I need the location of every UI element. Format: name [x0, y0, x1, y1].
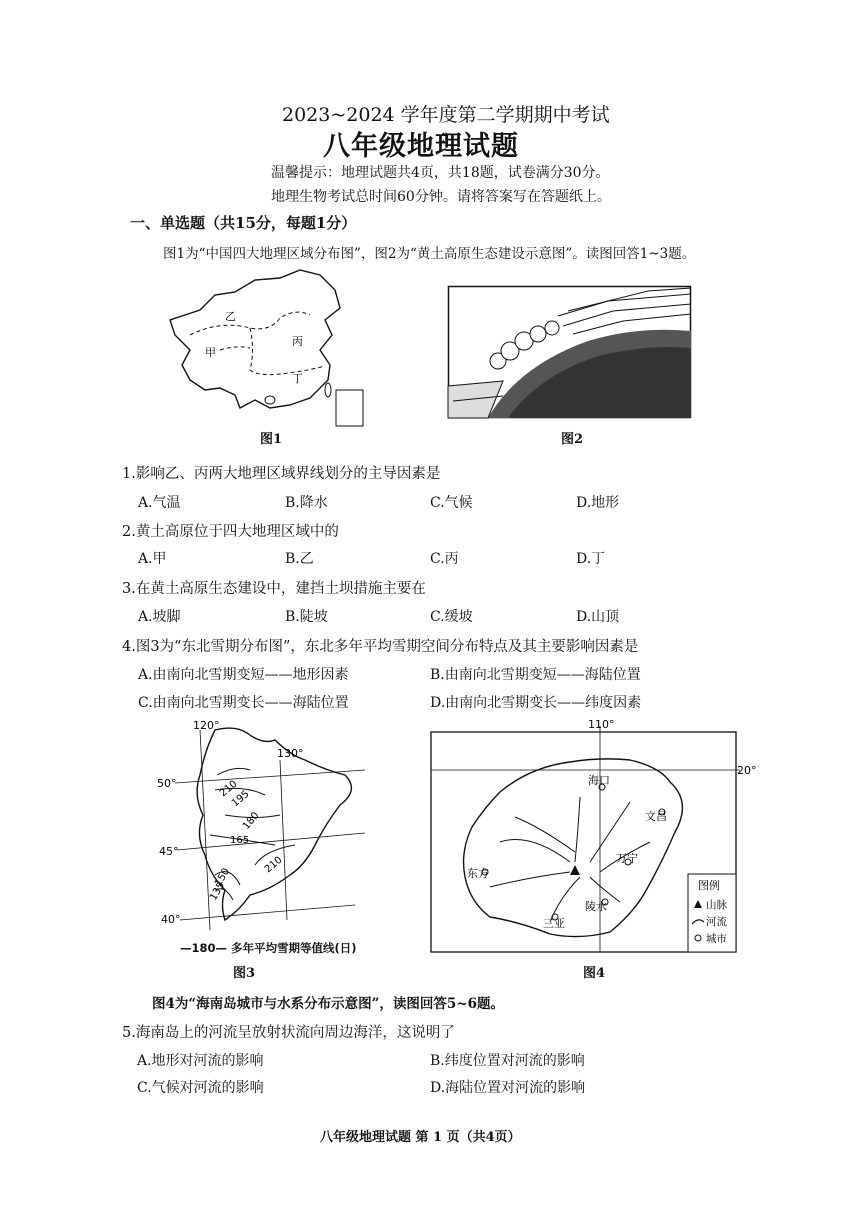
fig4-city-dongfang: 东方 [467, 867, 489, 880]
q3-option-c: C.缓坡 [430, 609, 473, 625]
fig4-city-wenchang: 文昌 [645, 810, 667, 823]
q3-option-b: B.陡坡 [285, 609, 328, 625]
q5-option-d: D.海陆位置对河流的影响 [430, 1080, 586, 1096]
q3-option-d: D.山顶 [576, 609, 620, 625]
figure-4-hainan-map [430, 712, 757, 957]
fig3-isoline-210a: 210 [217, 778, 240, 800]
q4-option-c: C.由南向北雪期变长——海陆位置 [138, 695, 349, 711]
figure-1-china-map [160, 270, 375, 420]
fig3-lat-40: 40° [161, 913, 181, 926]
q5-option-b: B.纬度位置对河流的影响 [430, 1053, 585, 1069]
question-1-stem: 1.影响乙、丙两大地理区域界线划分的主导因素是 [122, 466, 441, 482]
fig3-isoline-180: 180 [240, 810, 262, 832]
q1-option-c: C.气候 [430, 495, 473, 511]
fig4-lon-110: 110° [588, 718, 615, 731]
fig4-legend-title: 图例 [698, 879, 720, 892]
figure-3-snow-period-map [155, 715, 385, 955]
fig4-city-haikou: 海口 [588, 774, 610, 787]
fig3-isoline-195: 195 [229, 788, 252, 810]
fig1-label-ding: 丁 [292, 372, 303, 385]
figure-3-legend: —180— 多年平均雪期等值线(日) [180, 941, 357, 955]
q4-option-a: A.由南向北雪期变短——地形因素 [138, 667, 349, 683]
q2-option-a: A.甲 [138, 551, 167, 567]
fig3-isoline-165: 165 [230, 835, 250, 846]
tip-line-1: 温馨提示：地理试题共4页，共18题，试卷满分30分。 [271, 165, 610, 181]
figure-3-caption: 图3 [233, 966, 256, 981]
question-5-stem: 5.海南岛上的河流呈放射状流向周边海洋，这说明了 [122, 1025, 455, 1041]
fig3-isoline-210b: 210 [262, 854, 285, 876]
fig4-legend-river: 河流 [706, 916, 727, 928]
fig4-city-sanya: 三亚 [543, 917, 565, 930]
figure-2-loess-plateau-illustration [448, 286, 691, 418]
fig3-lon-120: 120° [193, 719, 220, 732]
q4-option-d: D.由南向北雪期变长——纬度因素 [430, 695, 642, 711]
q2-option-b: B.乙 [285, 551, 314, 567]
q5-option-a: A.地形对河流的影响 [137, 1053, 264, 1069]
figure-4-caption: 图4 [583, 966, 606, 981]
fig4-legend-city: 城市 [706, 933, 727, 945]
fig4-lat-20: 20° [737, 764, 757, 777]
figure-2-caption: 图2 [561, 432, 584, 447]
question-3-stem: 3.在黄土高原生态建设中，建挡土坝措施主要在 [122, 581, 426, 597]
q5-option-c: C.气候对河流的影响 [137, 1080, 264, 1096]
q2-option-c: C.丙 [430, 551, 459, 567]
fig3-lat-50: 50° [157, 777, 177, 790]
fig3-isoline-150: 150 [213, 866, 233, 889]
q3-option-a: A.坡脚 [138, 609, 181, 625]
figure-1-caption: 图1 [260, 432, 283, 447]
fig4-city-lingshui: 陵水 [585, 900, 607, 913]
fig1-label-jia: 甲 [205, 346, 216, 359]
tip-line-2: 地理生物考试总时间60分钟。请将答案写在答题纸上。 [271, 189, 611, 205]
q1-option-b: B.降水 [285, 495, 328, 511]
fig3-lat-45: 45° [159, 845, 179, 858]
fig3-lon-130: 130° [277, 747, 304, 760]
fig1-label-yi: 乙 [225, 310, 236, 323]
question-2-stem: 2.黄土高原位于四大地理区域中的 [122, 524, 339, 540]
q2-option-d: D.丁 [576, 551, 606, 567]
q1-option-d: D.地形 [576, 495, 620, 511]
exam-title-line1: 2023~2024 学年度第二学期期中考试 [282, 104, 610, 126]
fig4-intro: 图4为“海南岛城市与水系分布示意图”，读图回答5~6题。 [152, 996, 505, 1012]
fig4-legend-mountain: 山脉 [706, 899, 727, 911]
section-heading: 一、单选题（共15分，每题1分） [130, 214, 357, 232]
fig4-city-wanning: 万宁 [616, 852, 638, 865]
fig1-label-bing: 丙 [292, 335, 303, 348]
page-footer: 八年级地理试题 第 1 页（共4页） [320, 1130, 521, 1145]
fig3-isoline-135: 135 [208, 880, 228, 903]
section-intro: 图1为“中国四大地理区域分布图”，图2为“黄土高原生态建设示意图”。读图回答1~3题。 [163, 246, 696, 262]
q4-option-b: B.由南向北雪期变短——海陆位置 [430, 667, 641, 683]
q1-option-a: A.气温 [138, 495, 181, 511]
exam-title-line2: 八年级地理试题 [323, 131, 519, 162]
question-4-stem: 4.图3为“东北雪期分布图”，东北多年平均雪期空间分布特点及其主要影响因素是 [122, 639, 639, 655]
